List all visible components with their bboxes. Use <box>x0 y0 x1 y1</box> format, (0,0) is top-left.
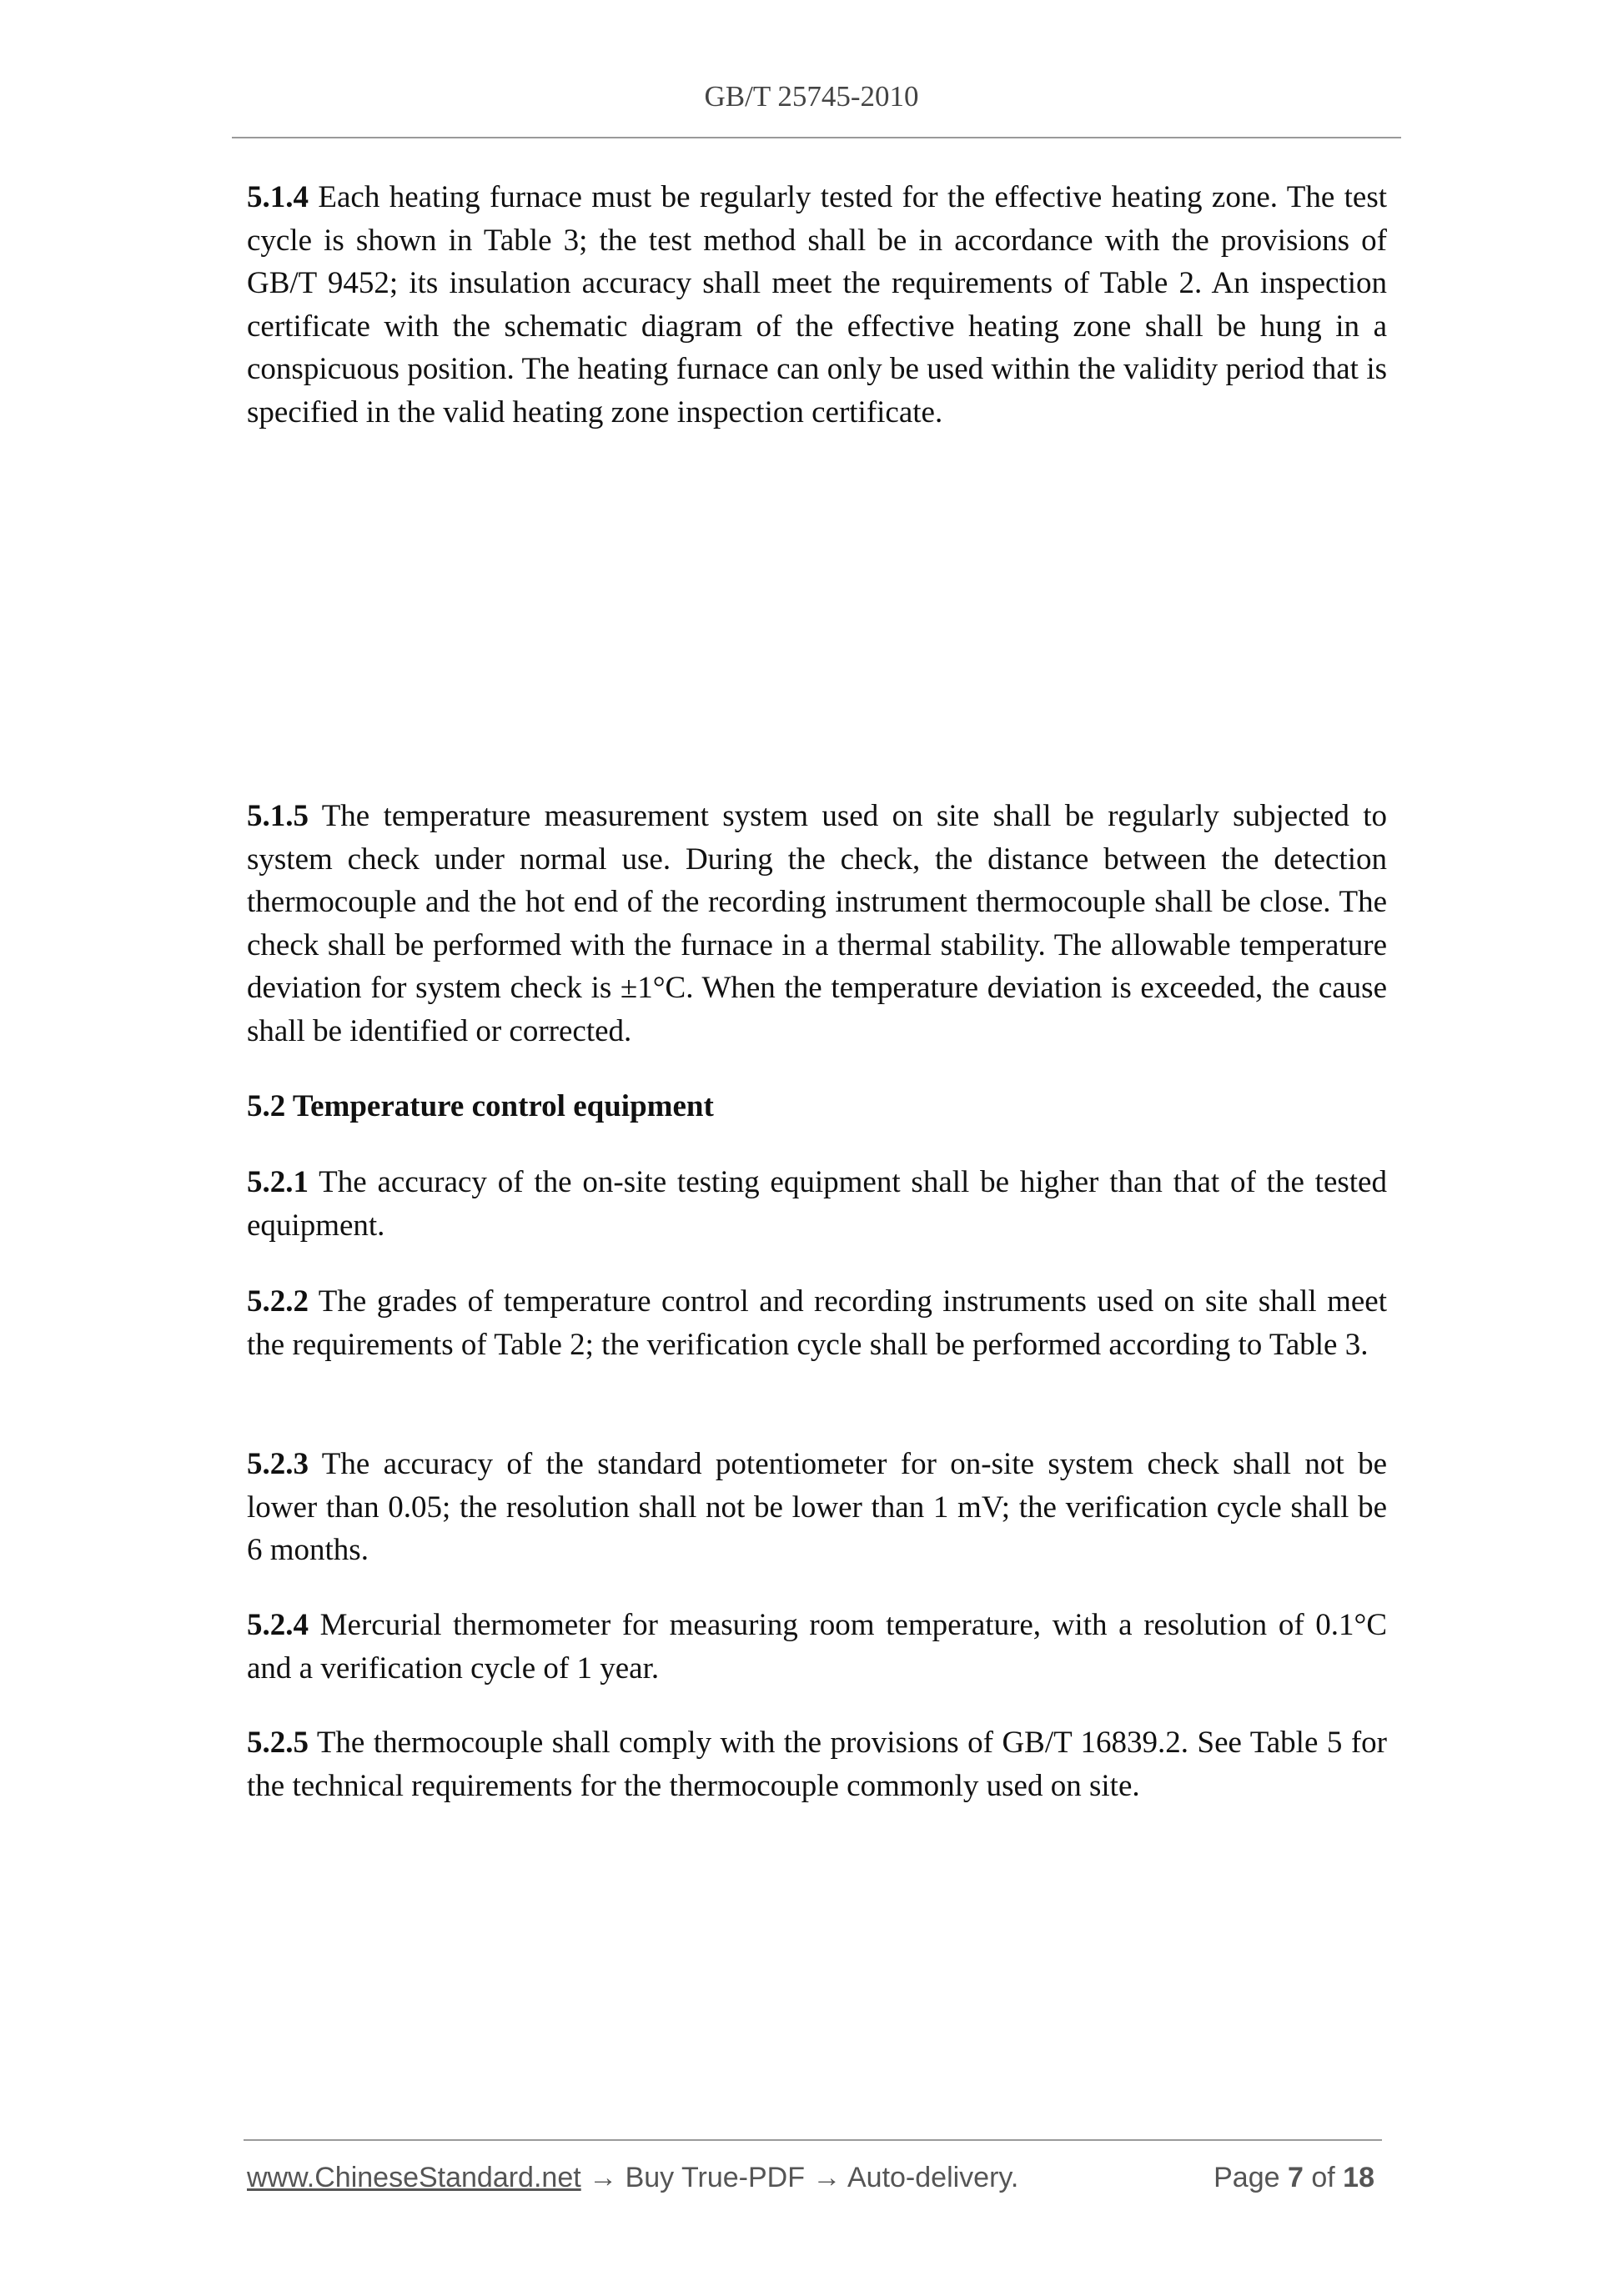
clause-5-2-5 <box>247 1721 1387 1807</box>
clause-text: The grades of temperature control and recording instruments used on site shall meet the requirements of Table 2; the verification cycle shall be performed according to Table 3. <box>247 1284 1387 1362</box>
clause-text: Mercurial thermometer for measuring room temperature, with a resolution of 0.1°C and a verification cycle of 1 year. <box>247 1608 1388 1686</box>
clause-text: The accuracy of the standard potentiometer for on-site system check shall not be lower than 0.05; the resolution shall not be lower than 1 mV; the verification cycle shall be 6 months. <box>247 1447 1387 1567</box>
clause-number: 5.2.5 <box>247 1726 309 1760</box>
clause-number: 5.2.1 <box>247 1165 309 1199</box>
clause-5-2-4 <box>247 1604 1387 1690</box>
section-heading: 5.2 Temperature control equipment <box>247 1089 714 1123</box>
clause-number: 5.1.4 <box>247 180 309 214</box>
section-heading-5-2 <box>247 1085 1387 1128</box>
clause-text: The accuracy of the on-site testing equipment shall be higher than that of the tested equipment. <box>247 1165 1387 1243</box>
clause-number: 5.2.2 <box>247 1284 309 1319</box>
footer-divider <box>244 2139 1382 2141</box>
page-indicator: Page 7 of 18 <box>1213 2162 1374 2193</box>
footer <box>247 2162 1374 2194</box>
clause-number: 5.2.3 <box>247 1447 309 1481</box>
footer-promo <box>247 2162 1018 2194</box>
header-divider <box>232 137 1401 138</box>
total-pages: 18 <box>1343 2162 1374 2193</box>
clause-number: 5.2.4 <box>247 1608 309 1642</box>
clause-5-1-4 <box>247 176 1387 434</box>
current-page: 7 <box>1287 2162 1304 2193</box>
clause-number: 5.1.5 <box>247 799 309 833</box>
clause-text: Each heating furnace must be regularly tested for the effective heating zone. The test cycle is shown in Table 3; the test method shall be in accordance with the provisions of GB/T 9452; its insulation accuracy shall meet the requirements of Table 2. An inspection certificate with the schematic diagram of the effective heating zone shall be hung in a conspicuous position. The heating furnace can only be used within the validity period that is specified in the valid heating zone inspection certificate. <box>247 180 1387 430</box>
clause-text: The thermocouple shall comply with the provisions of GB/T 16839.2. See Table 5 for the technical requirements for the thermocouple commonly used on site. <box>247 1726 1387 1803</box>
website-link[interactable]: www.ChineseStandard.net <box>247 2162 581 2193</box>
clause-5-2-1 <box>247 1161 1387 1247</box>
document-header: GB/T 25745-2010 <box>704 80 919 113</box>
clause-5-1-5 <box>247 795 1387 1053</box>
clause-5-2-3 <box>247 1443 1387 1572</box>
clause-5-2-2 <box>247 1280 1387 1366</box>
clause-text: The temperature measurement system used on site shall be regularly subjected to system check under normal use. During the check, the distance between the detection thermocouple and the hot end of the recording instrument thermocouple shall be close. The check shall be performed with the furnace in a thermal stability. The allowable temperature deviation for system check is ±1°C. When the temperature deviation is exceeded, the cause shall be identified or corrected. <box>247 799 1387 1048</box>
footer-tagline: → Buy True-PDF → Auto-delivery. <box>580 2162 1019 2193</box>
